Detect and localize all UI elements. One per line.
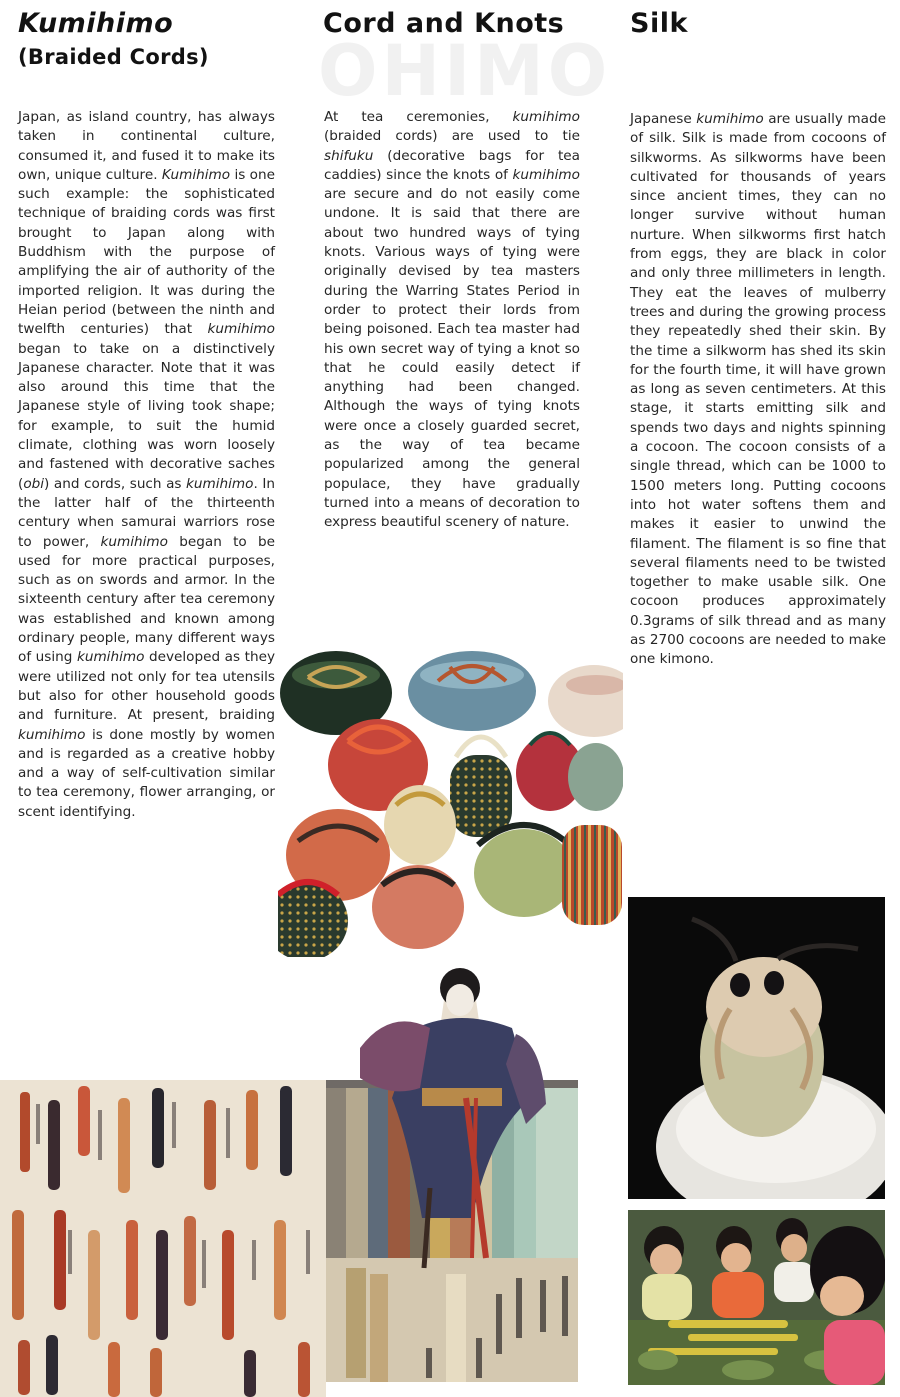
kumihimo-body-text: [18, 108, 275, 822]
body-text-run: Japan, as island country, has always taken in continental culture, consumed it, and fused it to make its own, unique culture.: [18, 109, 275, 183]
silk-heading: [630, 8, 688, 39]
body-text-run: kumihimo: [512, 166, 580, 183]
body-text-run: Japanese: [630, 111, 697, 127]
body-text-run: Kumihimo: [161, 166, 231, 183]
body-text-run: At tea ceremonies,: [324, 109, 513, 125]
body-text-run: kumihimo: [186, 475, 254, 492]
body-text-run: (decorative bags for tea caddies) since the knots of: [324, 147, 580, 183]
body-text-run: developed as they were utilized not only for tea utensils but also for other household goods and furniture. At present, braiding: [18, 649, 275, 724]
body-text-run: (braided cords) are used to tie: [324, 128, 580, 145]
body-text-run: are secure and do not easily come undone. It is said that there are about two hundred ways of tying knots. Various ways of tying were originally devised by tea masters during the Warring States Period in order to protect their lords from being poisoned. Each tea master had his own secret way of tying a knot so that he could easily detect if anything had been changed. Although the ways of tying knots were once a closely guarded secret, as the way of tea became popularized among the general populace, they have gradually turned into a means of decoration to express beautiful scenery of nature.: [324, 186, 580, 531]
body-text-run: kumihimo: [696, 111, 764, 127]
body-text-run: . In the latter half of the thirteenth century when samurai warriors rose to power,: [18, 475, 275, 550]
children-feeding-silkworms-photo: [628, 1210, 885, 1385]
tea-caddy-bags-photo: [278, 645, 623, 957]
body-text-run: obi: [23, 475, 45, 492]
body-text-run: kumihimo: [100, 533, 168, 550]
silk-moth-on-cocoon-photo: [628, 897, 885, 1199]
body-text-run: began to be used for more practical purposes, such as on swords and armor. In the sixteenth century after tea ceremony was established and known among ordinary people, many different ways of using: [18, 533, 275, 666]
silk-body-text: [630, 110, 886, 670]
body-text-run: is done mostly by women and is regarded as a creative hobby and a way of self-cultivation similar to tea ceremony, flower arranging, or scent identifying.: [18, 726, 275, 820]
body-text-run: kumihimo: [76, 649, 145, 666]
cord-and-knots-heading: [323, 8, 564, 39]
cord-and-knots-heading-title: Cord and Knots: [323, 8, 565, 39]
kumihimo-cord-samples-photo: [0, 1080, 326, 1397]
body-text-run: ) and cords, such as: [44, 475, 187, 492]
body-text-run: kumihimo: [512, 109, 580, 125]
cord-and-knots-body-text: [324, 108, 580, 533]
kumihimo-heading-subtitle: (Braided Cords): [18, 45, 209, 70]
body-text-run: kumihimo: [207, 321, 275, 338]
watermark-lettering: OHIMO: [318, 30, 612, 112]
body-text-run: is one such example: the sophisticated technique of braiding cords was first brought to Japan along with Buddhism with the purpose of amplifying the air of authority of the imported religion. It was during the Heian period (between the ninth and twelfth centuries) that: [18, 166, 275, 338]
kumihimo-heading: [18, 8, 209, 69]
body-text-run: kumihimo: [18, 726, 86, 743]
braided-cords-and-figure-photo: [326, 958, 578, 1382]
body-text-run: began to take on a distinctively Japanese character. Note that it was also around this time that the Japanese style of living took shape; for example, to suit the humid climate, clothing was worn loosely and fastened with decorative saches (: [18, 340, 275, 492]
body-text-run: shifuku: [324, 147, 374, 164]
silk-heading-title: Silk: [630, 8, 688, 39]
kumihimo-heading-title: Kumihimo: [18, 8, 174, 39]
body-text-run: are usually made of silk. Silk is made from cocoons of silkworms. As silkworms have been cultivated for thousands of years since ancient times, they can no longer survive without human nurture. When silkworms first hatch from eggs, they are black in color and only three millimeters in length. They eat the leaves of mulberry trees and during the growing process they repeatedly shed their skin. By the time a silkworm has shed its skin for the fourth time, it will have grown as long as seven centimeters. At this stage, it starts emitting silk and spends two days and nights spinning a cocoon. The cocoon consists of a single thread, which can be 1000 to 1500 meters long. Putting cocoons into hot water softens them and makes it easier to unwind the filament. The filament is so fine that several filaments need to be twisted together to make usable silk. One cocoon produces approximately 0.3grams of silk thread and as many as 2700 cocoons are needed to make one kimono.: [630, 111, 886, 668]
